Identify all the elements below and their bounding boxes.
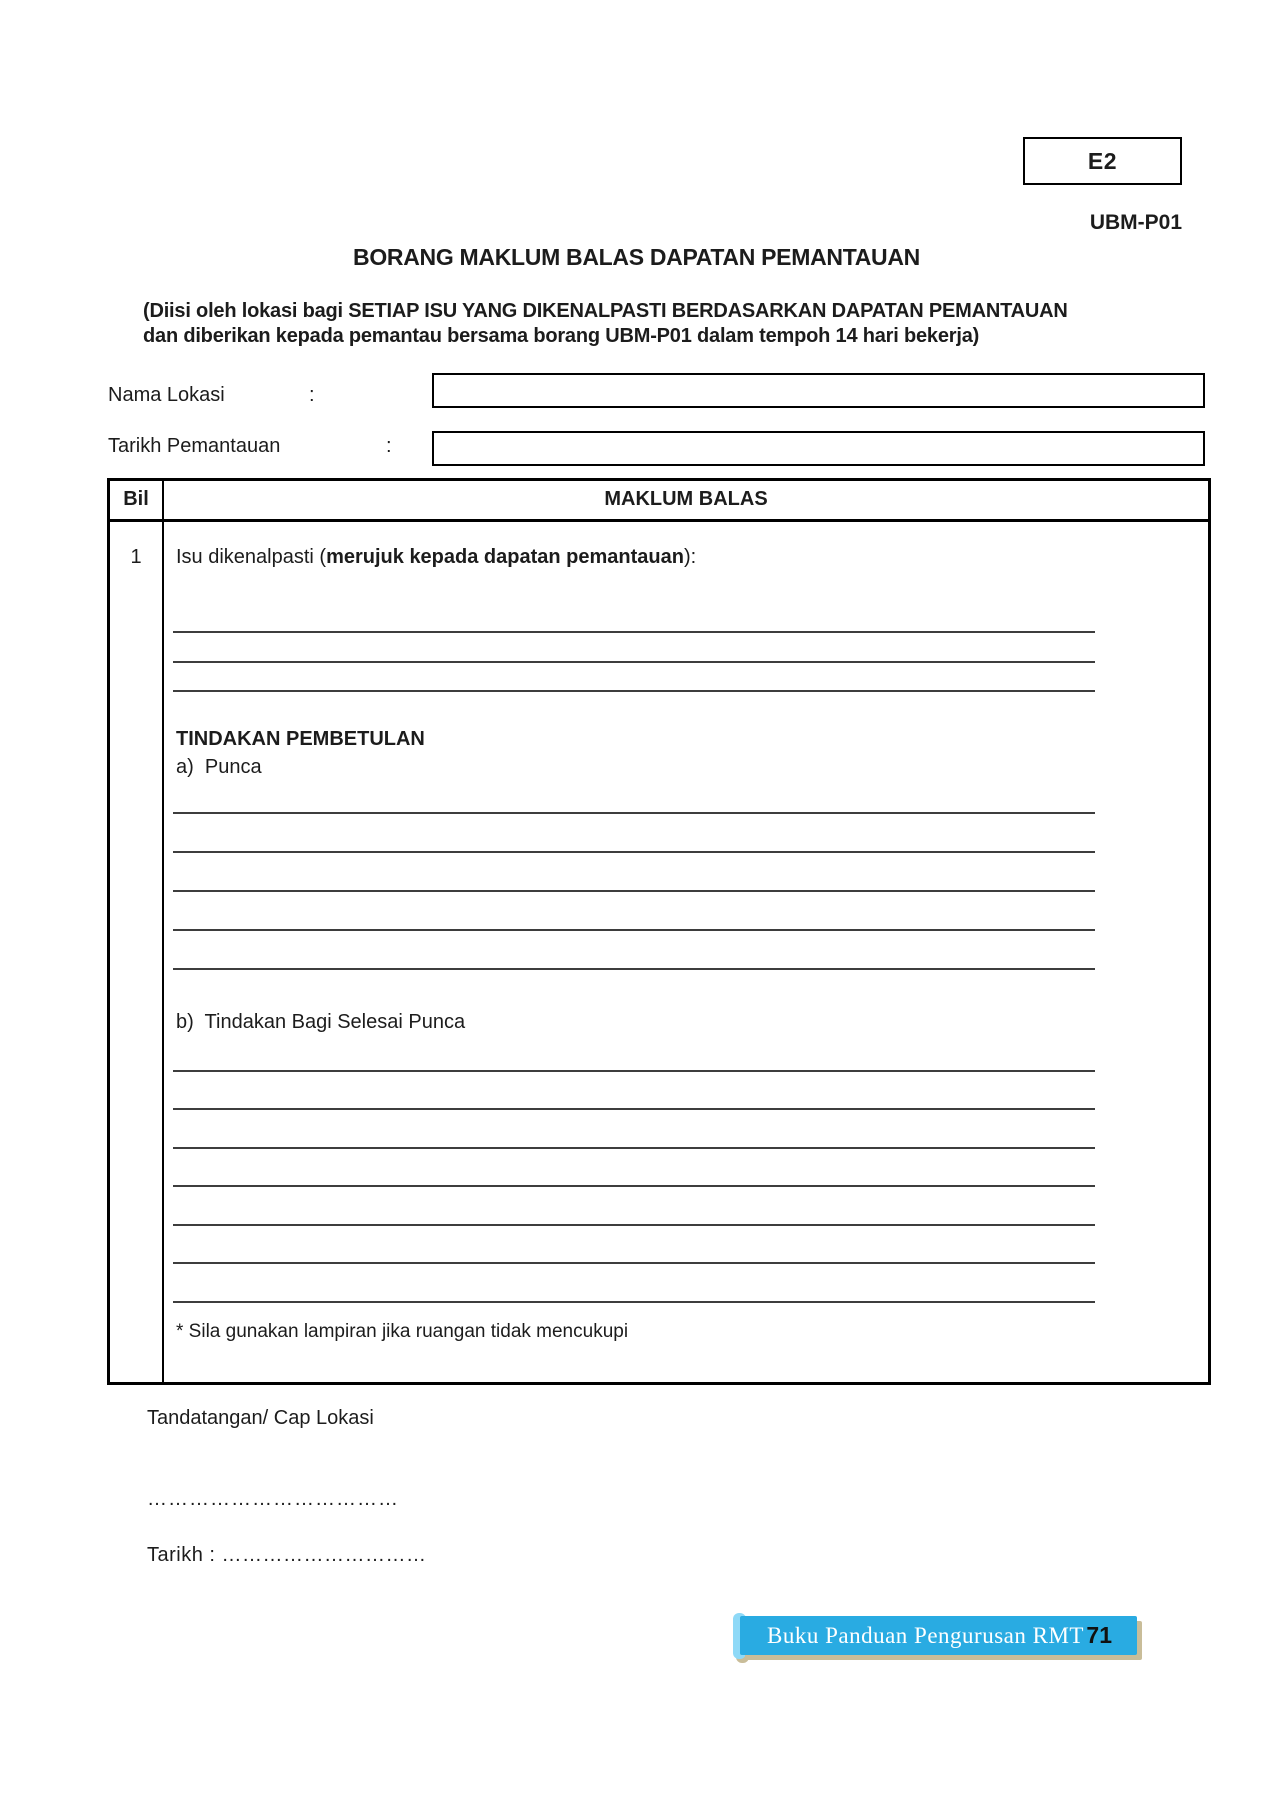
table-header-divider — [110, 519, 1208, 522]
isu-prefix: Isu dikenalpasti ( — [176, 546, 327, 568]
footer-book-title: Buku Panduan Pengurusan RMT — [767, 1623, 1084, 1648]
signature-label: Tandatangan/ Cap Lokasi — [147, 1407, 374, 1429]
writing-line — [173, 890, 1095, 892]
row-number: 1 — [130, 546, 142, 568]
column-header-maklum-balas: MAKLUM BALAS — [604, 488, 768, 510]
footer-bar — [733, 1612, 1153, 1668]
writing-line — [173, 631, 1095, 633]
writing-line — [173, 851, 1095, 853]
nama-lokasi-colon: : — [309, 384, 315, 406]
writing-line — [173, 1185, 1095, 1187]
writing-line — [173, 968, 1095, 970]
signature-date-line: Tarikh : ………………………… — [147, 1544, 427, 1566]
footer-page-number: 71 — [1086, 1622, 1112, 1648]
tarikh-pemantauan-input[interactable] — [432, 431, 1205, 466]
maklum-balas-table — [107, 478, 1211, 1385]
writing-line — [173, 929, 1095, 931]
writing-line — [173, 1147, 1095, 1149]
form-tag-label: E2 — [1087, 147, 1118, 174]
writing-line — [173, 690, 1095, 692]
writing-line — [173, 661, 1095, 663]
form-instructions-line2: dan diberikan kepada pemantau bersama borang UBM-P01 dalam tempoh 14 hari bekerja) — [143, 325, 980, 347]
page-title: BORANG MAKLUM BALAS DAPATAN PEMANTAUAN — [353, 244, 920, 270]
nama-lokasi-label: Nama Lokasi — [108, 384, 225, 406]
form-tag-box — [1023, 137, 1182, 185]
signature-dotted-line: ……………………………… — [147, 1488, 399, 1510]
column-header-bil: Bil — [123, 488, 149, 510]
tarikh-pemantauan-colon: : — [386, 435, 392, 457]
isu-bold-text: merujuk kepada dapatan pemantauan — [326, 546, 684, 568]
attachment-footnote: * Sila gunakan lampiran jika ruangan tidak mencukupi — [176, 1321, 629, 1342]
tindakan-pembetulan-heading: TINDAKAN PEMBETULAN — [176, 728, 425, 750]
writing-line — [173, 1108, 1095, 1110]
isu-suffix: ): — [683, 546, 697, 568]
selesai-punca-label: b) Tindakan Bagi Selesai Punca — [176, 1011, 466, 1033]
writing-line — [173, 1070, 1095, 1072]
nama-lokasi-input[interactable] — [432, 373, 1205, 408]
form-instructions-line1: (Diisi oleh lokasi bagi SETIAP ISU YANG DIKENALPASTI BERDASARKAN DAPATAN PEMANTAUAN — [143, 300, 1068, 322]
writing-line — [173, 1262, 1095, 1264]
writing-line — [173, 1301, 1095, 1303]
bil-column-divider — [162, 481, 164, 1382]
form-instructions — [143, 299, 1068, 349]
writing-line — [173, 812, 1095, 814]
punca-label: a) Punca — [176, 756, 262, 778]
isu-dikenalpasti-label — [176, 545, 696, 569]
tarikh-pemantauan-label: Tarikh Pemantauan — [108, 435, 281, 457]
writing-line — [173, 1224, 1095, 1226]
form-code: UBM-P01 — [1089, 211, 1182, 234]
